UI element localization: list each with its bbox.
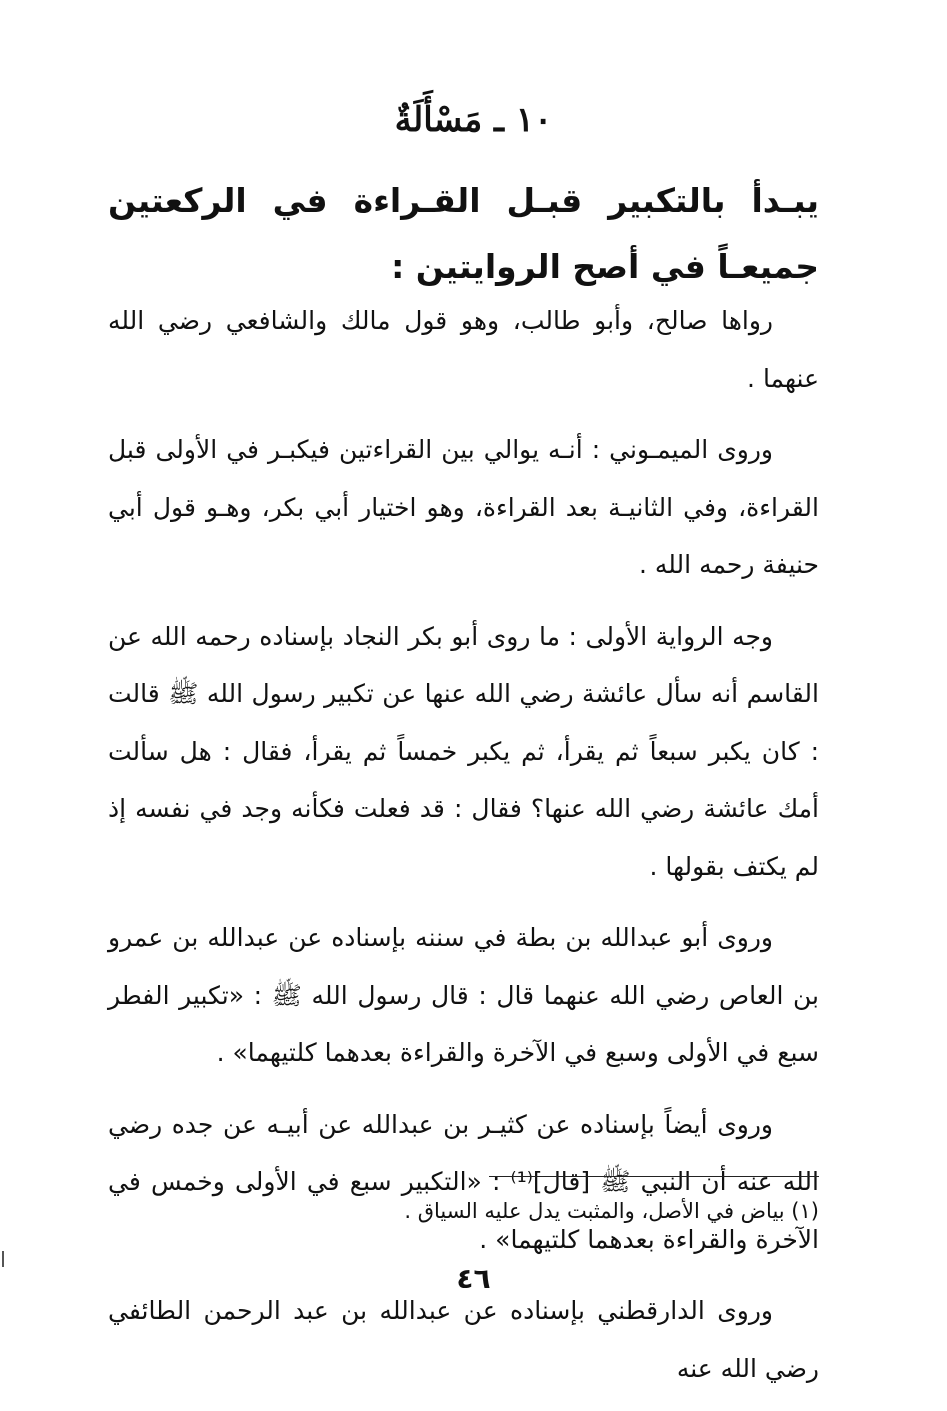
scan-margin-mark: [2, 1251, 4, 1267]
paragraph-maimuni: وروى الميمـوني : أنـه يوالي بين القراءتين فيكبـر في الأولى قبل القراءة، وفي الثانيـة بعد القراءة، وهو اختيار أبي بكر، وهـو قول أبي حنيفة رحمه الله .: [108, 435, 819, 579]
paragraph-first-narration: وجه الرواية الأولى : ما روى أبو بكر النجاد بإسناده رحمه الله عن القاسم أنه سأل عائشة رضي الله عنها عن تكبير رسول الله ﷺ قالت : كان يكبر سبعاً ثم يقرأ، ثم يكبر خمساً ثم يقرأ، فقال : هل سألت أمك عائشة رضي الله عنها؟ فقال : قد فعلت فكأنه وجد في نفسه إذ لم يكتف بقولها .: [108, 621, 819, 881]
issue-heading: ١٠ ـ مَسْأَلَةٌ: [394, 100, 553, 140]
paragraph-ibn-batta: وروى أبو عبدالله بن بطة في سننه بإسناده عن عبدالله بن عمرو بن العاص رضي الله عنهما قال : قال رسول الله ﷺ : «تكبير الفطر سبع في الأولى وسبع في الآخرة والقراءة بعدهما كلتيهما» .: [108, 923, 819, 1067]
paragraph-daraqutni: وروى الدارقطني بإسناده عن عبدالله بن عبد الرحمن الطائفي رضي الله عنه: [108, 1296, 819, 1383]
ruling-statement: يبـدأ بالتكبير قبـل القـراءة في الركعتين جميعـاً في أصح الروايتين :: [108, 181, 819, 286]
footnote: (١) بياض في الأصل، والمثبت يدل عليه السياق .: [404, 1199, 819, 1223]
paragraph-narrators: رواها صالح، وأبو طالب، وهو قول مالك والشافعي رضي الله عنهما .: [108, 306, 819, 393]
page-number: ٤٦: [456, 1262, 491, 1295]
footnote-divider: [489, 1176, 819, 1177]
paragraph-kathir: وروى أيضاً بإسناده عن كثيـر بن عبدالله عن أبيـه عن جده رضي الله عنه أن النبي ﷺ [قال]⁽¹⁾ : «التكبير سبع في الأولى وخمس في الآخرة والقراءة بعدهما كلتيهما» .: [108, 1109, 819, 1254]
body-text: [108, 292, 819, 1411]
